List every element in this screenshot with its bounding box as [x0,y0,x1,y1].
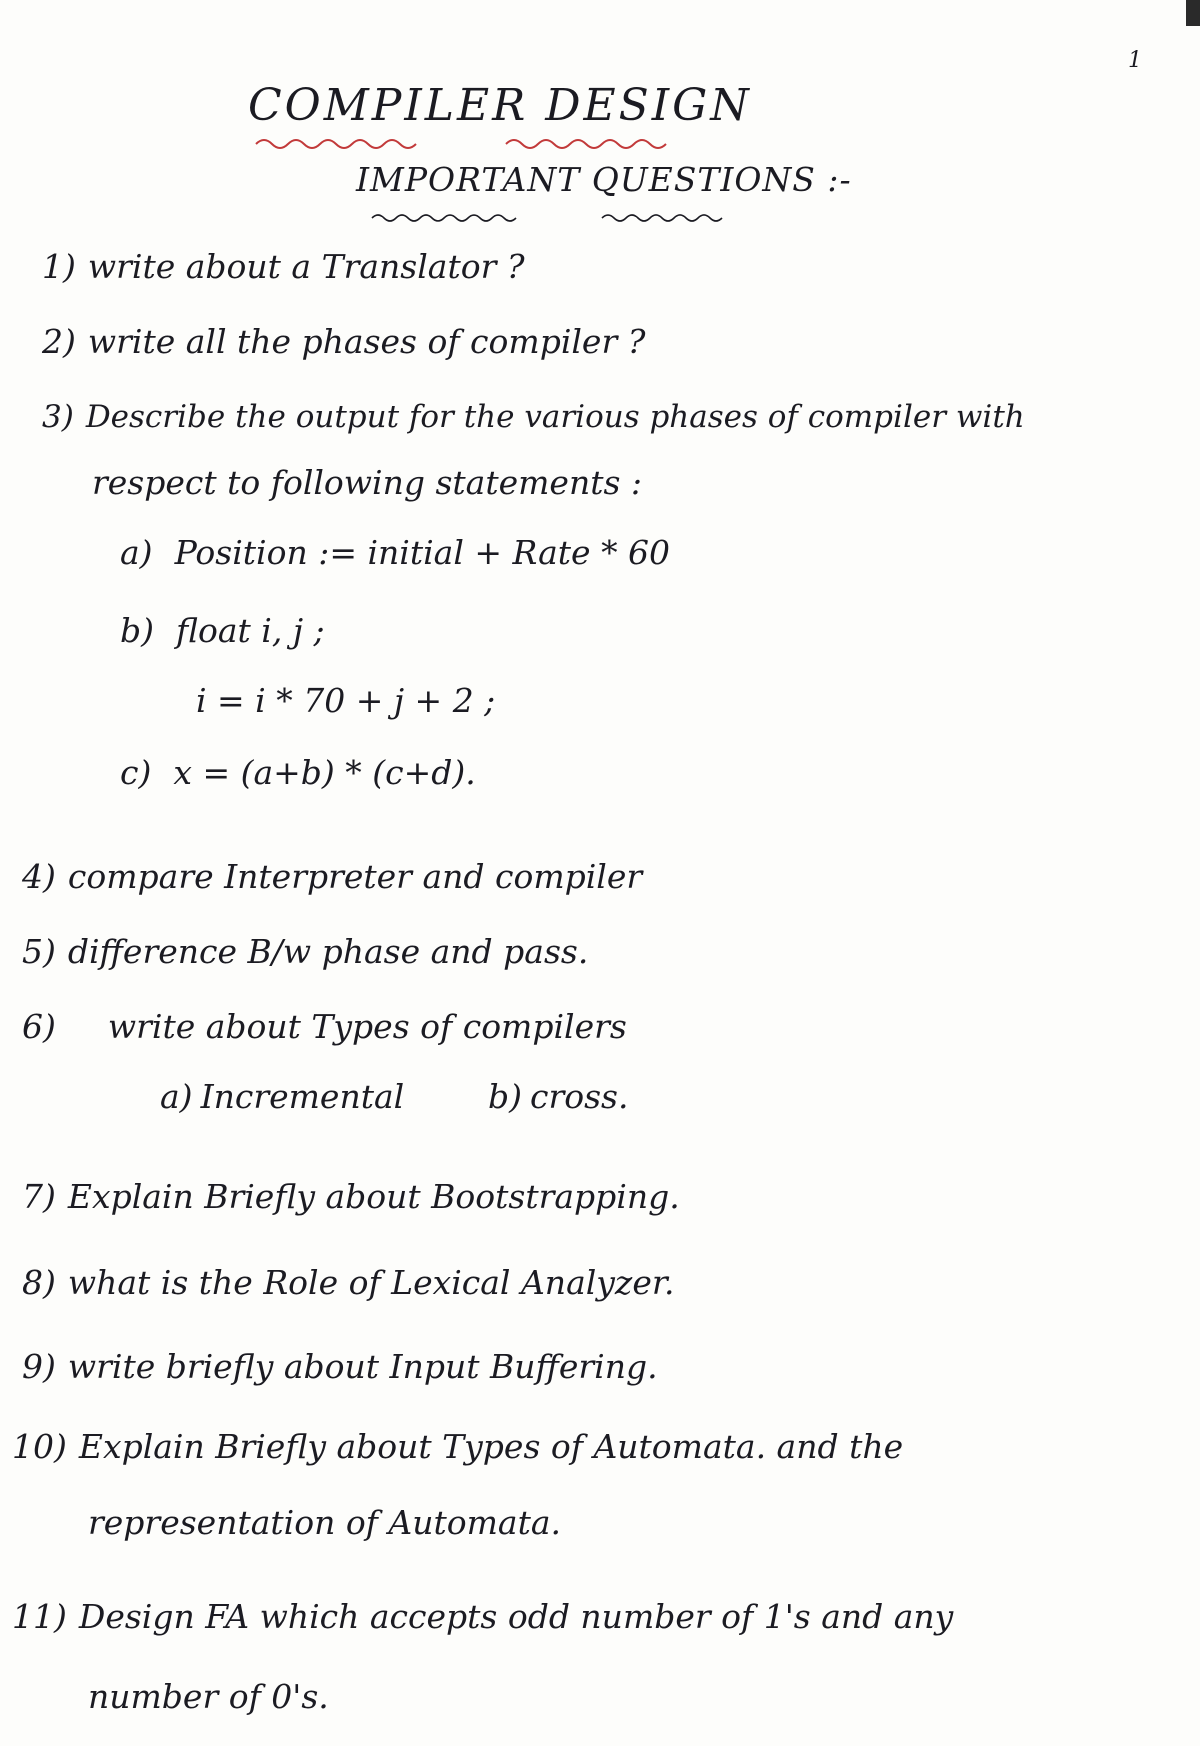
page-corner-mark [1186,0,1200,26]
question-3 [42,399,1025,435]
page-subtitle: IMPORTANT QUESTIONS :- [356,160,852,199]
question-text: Describe the output for the various phases of compiler with [85,399,1025,435]
question-number: 9) [22,1347,56,1386]
question-3-continuation: respect to following statements : [92,463,643,502]
question-3-part-b [120,611,325,650]
question-number: 4) [22,857,56,896]
question-11-continuation: number of 0's. [88,1677,329,1716]
question-5 [22,932,589,971]
part-text: float i, j ; [176,611,325,650]
question-text: compare Interpreter and compiler [67,857,643,896]
question-number: 3) [42,399,74,435]
part-text: Incremental [200,1077,405,1116]
part-text: Position := initial + Rate * 60 [174,533,671,572]
question-number: 8) [22,1263,56,1302]
question-text: write all the phases of compiler ? [87,322,646,361]
question-7 [22,1177,680,1216]
question-text: write about a Translator ? [87,247,525,286]
question-1 [42,247,525,286]
page-number: 1 [1128,48,1142,73]
part-label: a) [160,1077,193,1116]
subtitle-underline [372,208,752,228]
title-underline [256,134,686,154]
question-text: Design FA which accepts odd number of 1's and any [78,1597,954,1636]
page-title: COMPILER DESIGN [248,80,752,131]
question-6-part-a [160,1077,405,1116]
question-text: difference B/w phase and pass. [67,932,589,971]
question-number: 11) [12,1597,67,1636]
question-number: 10) [12,1427,67,1466]
part-text: cross. [530,1077,629,1116]
question-4 [22,857,643,896]
part-label: b) [120,611,154,650]
question-10-continuation: representation of Automata. [88,1503,561,1542]
question-6 [22,1007,627,1046]
question-3-part-c [120,753,476,792]
part-text: x = (a+b) * (c+d). [173,753,476,792]
question-number: 1) [42,247,76,286]
question-text: what is the Role of Lexical Analyzer. [67,1263,675,1302]
question-10 [12,1427,904,1466]
question-text: Explain Briefly about Types of Automata. and the [78,1427,904,1466]
question-11 [12,1597,954,1636]
question-number: 6) [22,1007,56,1046]
part-label: a) [120,533,153,572]
question-3-part-b-continuation: i = i * 70 + j + 2 ; [196,681,496,720]
question-3-part-a [120,533,671,572]
question-9 [22,1347,658,1386]
question-text: Explain Briefly about Bootstrapping. [67,1177,680,1216]
question-number: 2) [42,322,76,361]
question-6-part-b [488,1077,629,1116]
part-label: b) [488,1077,522,1116]
question-number: 5) [22,932,56,971]
question-2 [42,322,646,361]
part-label: c) [120,753,152,792]
question-8 [22,1263,675,1302]
question-text: write about Types of compilers [107,1007,627,1046]
question-number: 7) [22,1177,56,1216]
question-text: write briefly about Input Buffering. [67,1347,658,1386]
